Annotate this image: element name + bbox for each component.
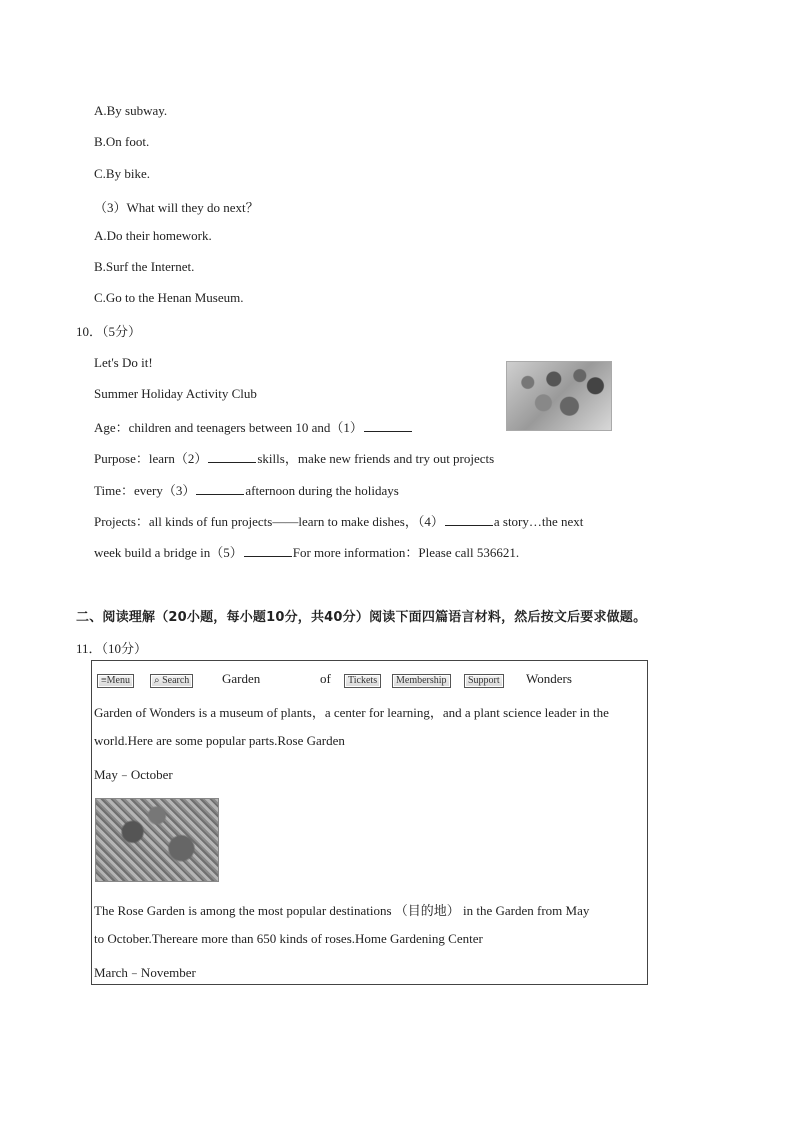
intro-line-1: Garden of Wonders is a museum of plants，a center for learning，and a plant science leader in the — [94, 705, 609, 720]
club-name: Summer Holiday Activity Club — [94, 386, 257, 401]
rose-garden-dates: May﹣October — [94, 767, 173, 782]
nav-garden-text: Garden — [222, 671, 261, 686]
blank-5[interactable] — [244, 545, 292, 557]
option-a-q2: A.By subway. — [94, 103, 168, 118]
week-line: week build a bridge in（5） For more information：Please call 536621. — [94, 545, 520, 560]
option-b-q3: B.Surf the Internet. — [94, 259, 195, 274]
blank-3[interactable] — [196, 483, 244, 495]
blank-2[interactable] — [208, 451, 256, 463]
purpose-line: Purpose：learn（2） skills，make new friends and try out projects — [94, 451, 495, 466]
children-activity-image — [506, 361, 612, 431]
option-a-q3: A.Do their homework. — [94, 228, 212, 243]
sub-question-3: （3）What will they do next？ — [94, 200, 259, 215]
option-c-q3: C.Go to the Henan Museum. — [94, 290, 244, 305]
option-c-q2: C.By bike. — [94, 166, 150, 181]
rose-line-2: to October.Thereare more than 650 kinds of roses.Home Gardening Center — [94, 931, 483, 946]
membership-button[interactable]: Membership — [392, 674, 451, 688]
search-button[interactable]: ⌕ Search — [150, 674, 193, 688]
question-11-number: 11．（10分） — [76, 641, 148, 656]
tickets-button[interactable]: Tickets — [344, 674, 381, 688]
ad-title: Let's Do it! — [94, 355, 153, 370]
gardening-center-dates: March﹣November — [94, 965, 196, 980]
option-b-q2: B.On foot. — [94, 134, 150, 149]
blank-1[interactable] — [364, 420, 412, 432]
rose-line-1: The Rose Garden is among the most popular destinations （目的地） in the Garden from May — [94, 903, 590, 918]
question-10-number: 10．（5分） — [76, 324, 142, 339]
time-line: Time：every（3） afternoon during the holidays — [94, 483, 399, 498]
projects-line: Projects：all kinds of fun projects——learn to make dishes，（4） a story…the next — [94, 514, 584, 529]
menu-button[interactable]: ≡Menu — [97, 674, 134, 688]
nav-of-text: of — [320, 671, 331, 686]
section-2-heading: 二、阅读理解（20小题，每小题10分，共40分）阅读下面四篇语言材料，然后按文后要求做题。 — [76, 610, 647, 625]
nav-wonders-text: Wonders — [526, 671, 572, 686]
rose-garden-image — [95, 798, 219, 882]
support-button[interactable]: Support — [464, 674, 504, 688]
blank-4[interactable] — [445, 514, 493, 526]
intro-line-2: world.Here are some popular parts.Rose Garden — [94, 733, 345, 748]
age-line: Age：children and teenagers between 10 and（1） — [94, 417, 413, 436]
